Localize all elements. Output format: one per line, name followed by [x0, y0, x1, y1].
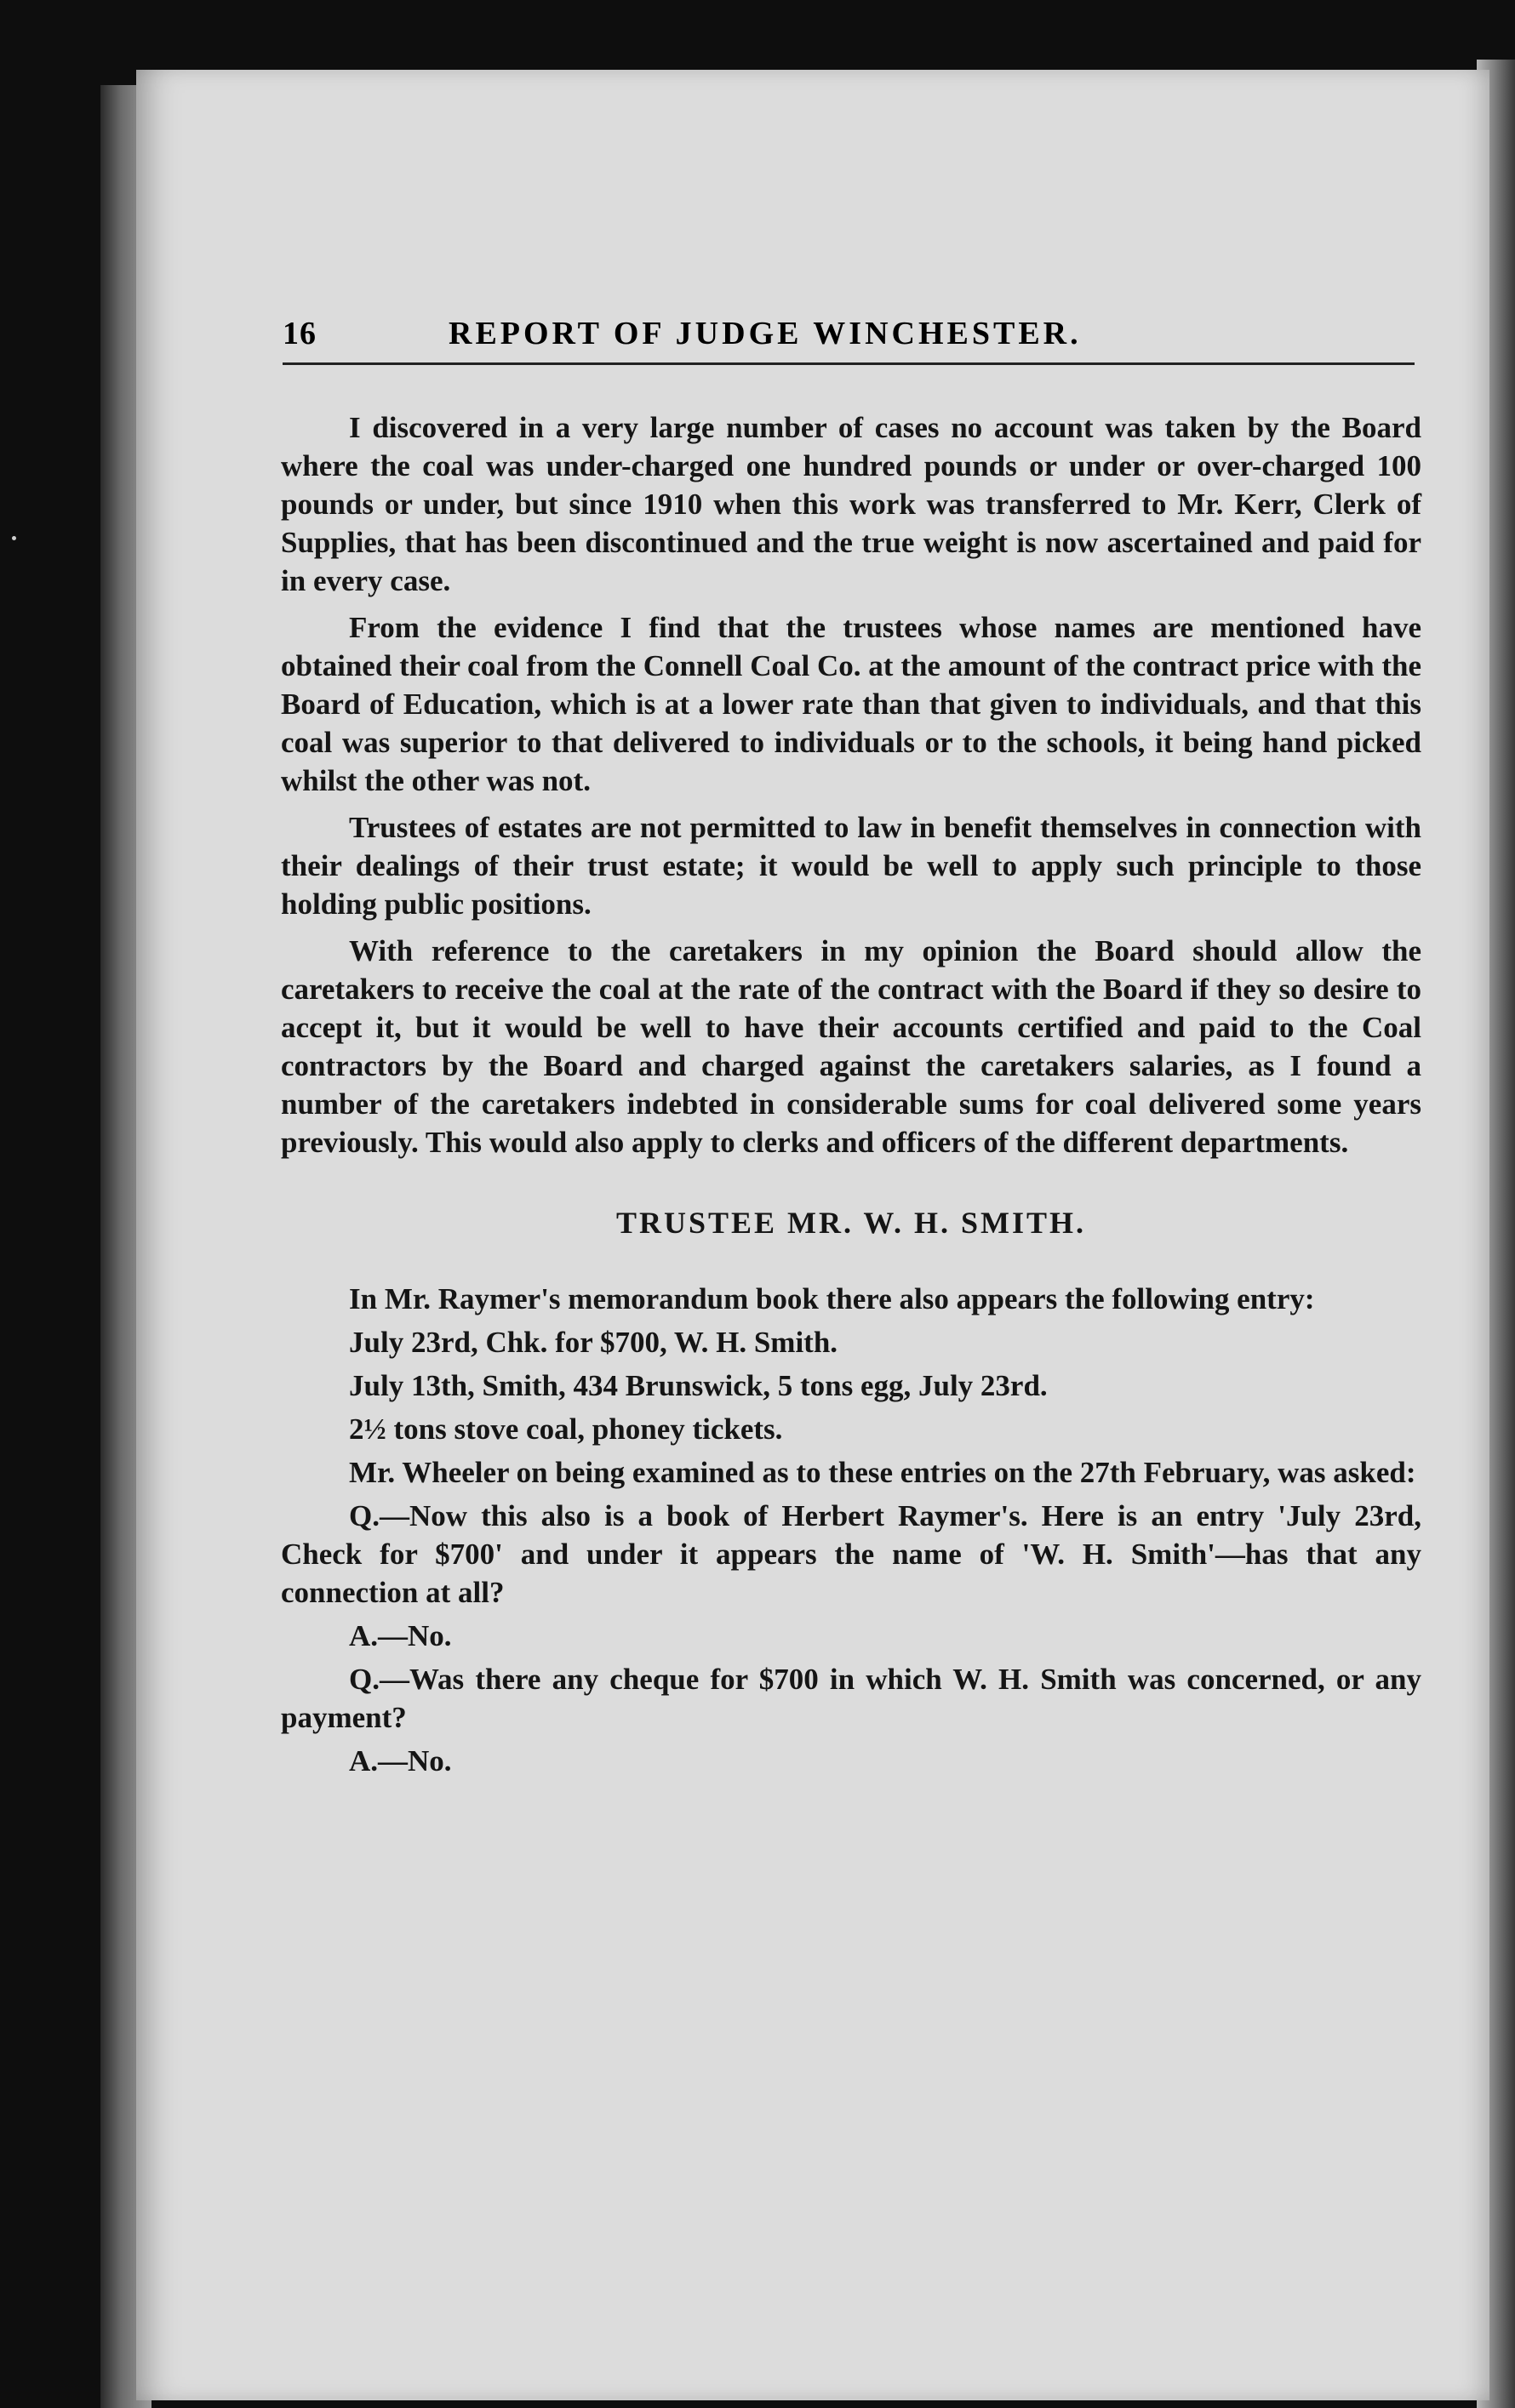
- paragraph: In Mr. Raymer's memorandum book there also appears the following entry:: [349, 1282, 1315, 1315]
- paragraph: Trustees of estates are not permitted to law in benefit themselves in connection with their dealings of their trust estate; it would be well to apply such principle to those holding public positions.: [281, 811, 1421, 921]
- section-heading: TRUSTEE MR. W. H. SMITH.: [615, 1206, 1087, 1240]
- page-header: [283, 315, 1415, 365]
- paragraph: I discovered in a very large number of cases no account was taken by the Board where the coal was under-charged one hundred pounds or under or over-charged 100 pounds or under, but since 1910 when this work was transferred to Mr. Kerr, Clerk of Supplies, that has been discontinued and the true weight is now ascertained and paid for in every case.: [281, 411, 1421, 597]
- question: Q.—Was there any cheque for $700 in which W. H. Smith was concerned, or any payment?: [281, 1663, 1421, 1734]
- running-title: REPORT OF JUDGE WINCHESTER.: [449, 316, 1082, 351]
- memo-entry: 2½ tons stove coal, phoney tickets.: [349, 1412, 783, 1446]
- paragraph: Mr. Wheeler on being examined as to these entries on the 27th February, was asked:: [349, 1456, 1416, 1489]
- paragraph: With reference to the caretakers in my opinion the Board should allow the caretakers to receive the coal at the rate of the contract with the Board if they so desire to accept it, but it would be well to have their accounts certified and paid to the Coal contractors by the Board and charged against the caretakers salaries, as I found a number of the caretakers indebted in considerable sums for coal delivered some years previously. This would also apply to clerks and officers of the different departments.: [281, 934, 1421, 1159]
- dust-speck: [12, 536, 16, 540]
- page-number: 16: [283, 316, 317, 351]
- question: Q.—Now this also is a book of Herbert Raymer's. Here is an entry 'July 23rd, Check for $700' and under it appears the name of 'W. H. Smith'—has that any connection at all?: [281, 1499, 1421, 1609]
- memo-entry: July 13th, Smith, 434 Brunswick, 5 tons egg, July 23rd.: [349, 1369, 1048, 1402]
- page-body-text: [281, 408, 1421, 1785]
- answer: A.—No.: [349, 1744, 452, 1777]
- answer: A.—No.: [349, 1619, 452, 1652]
- memo-entry: July 23rd, Chk. for $700, W. H. Smith.: [349, 1326, 838, 1359]
- paragraph: From the evidence I find that the trustees whose names are mentioned have obtained their coal from the Connell Coal Co. at the amount of the contract price with the Board of Education, which is at a lower rate than that given to individuals, and that this coal was superior to that delivered to individuals or to the schools, it being hand picked whilst the other was not.: [281, 611, 1421, 797]
